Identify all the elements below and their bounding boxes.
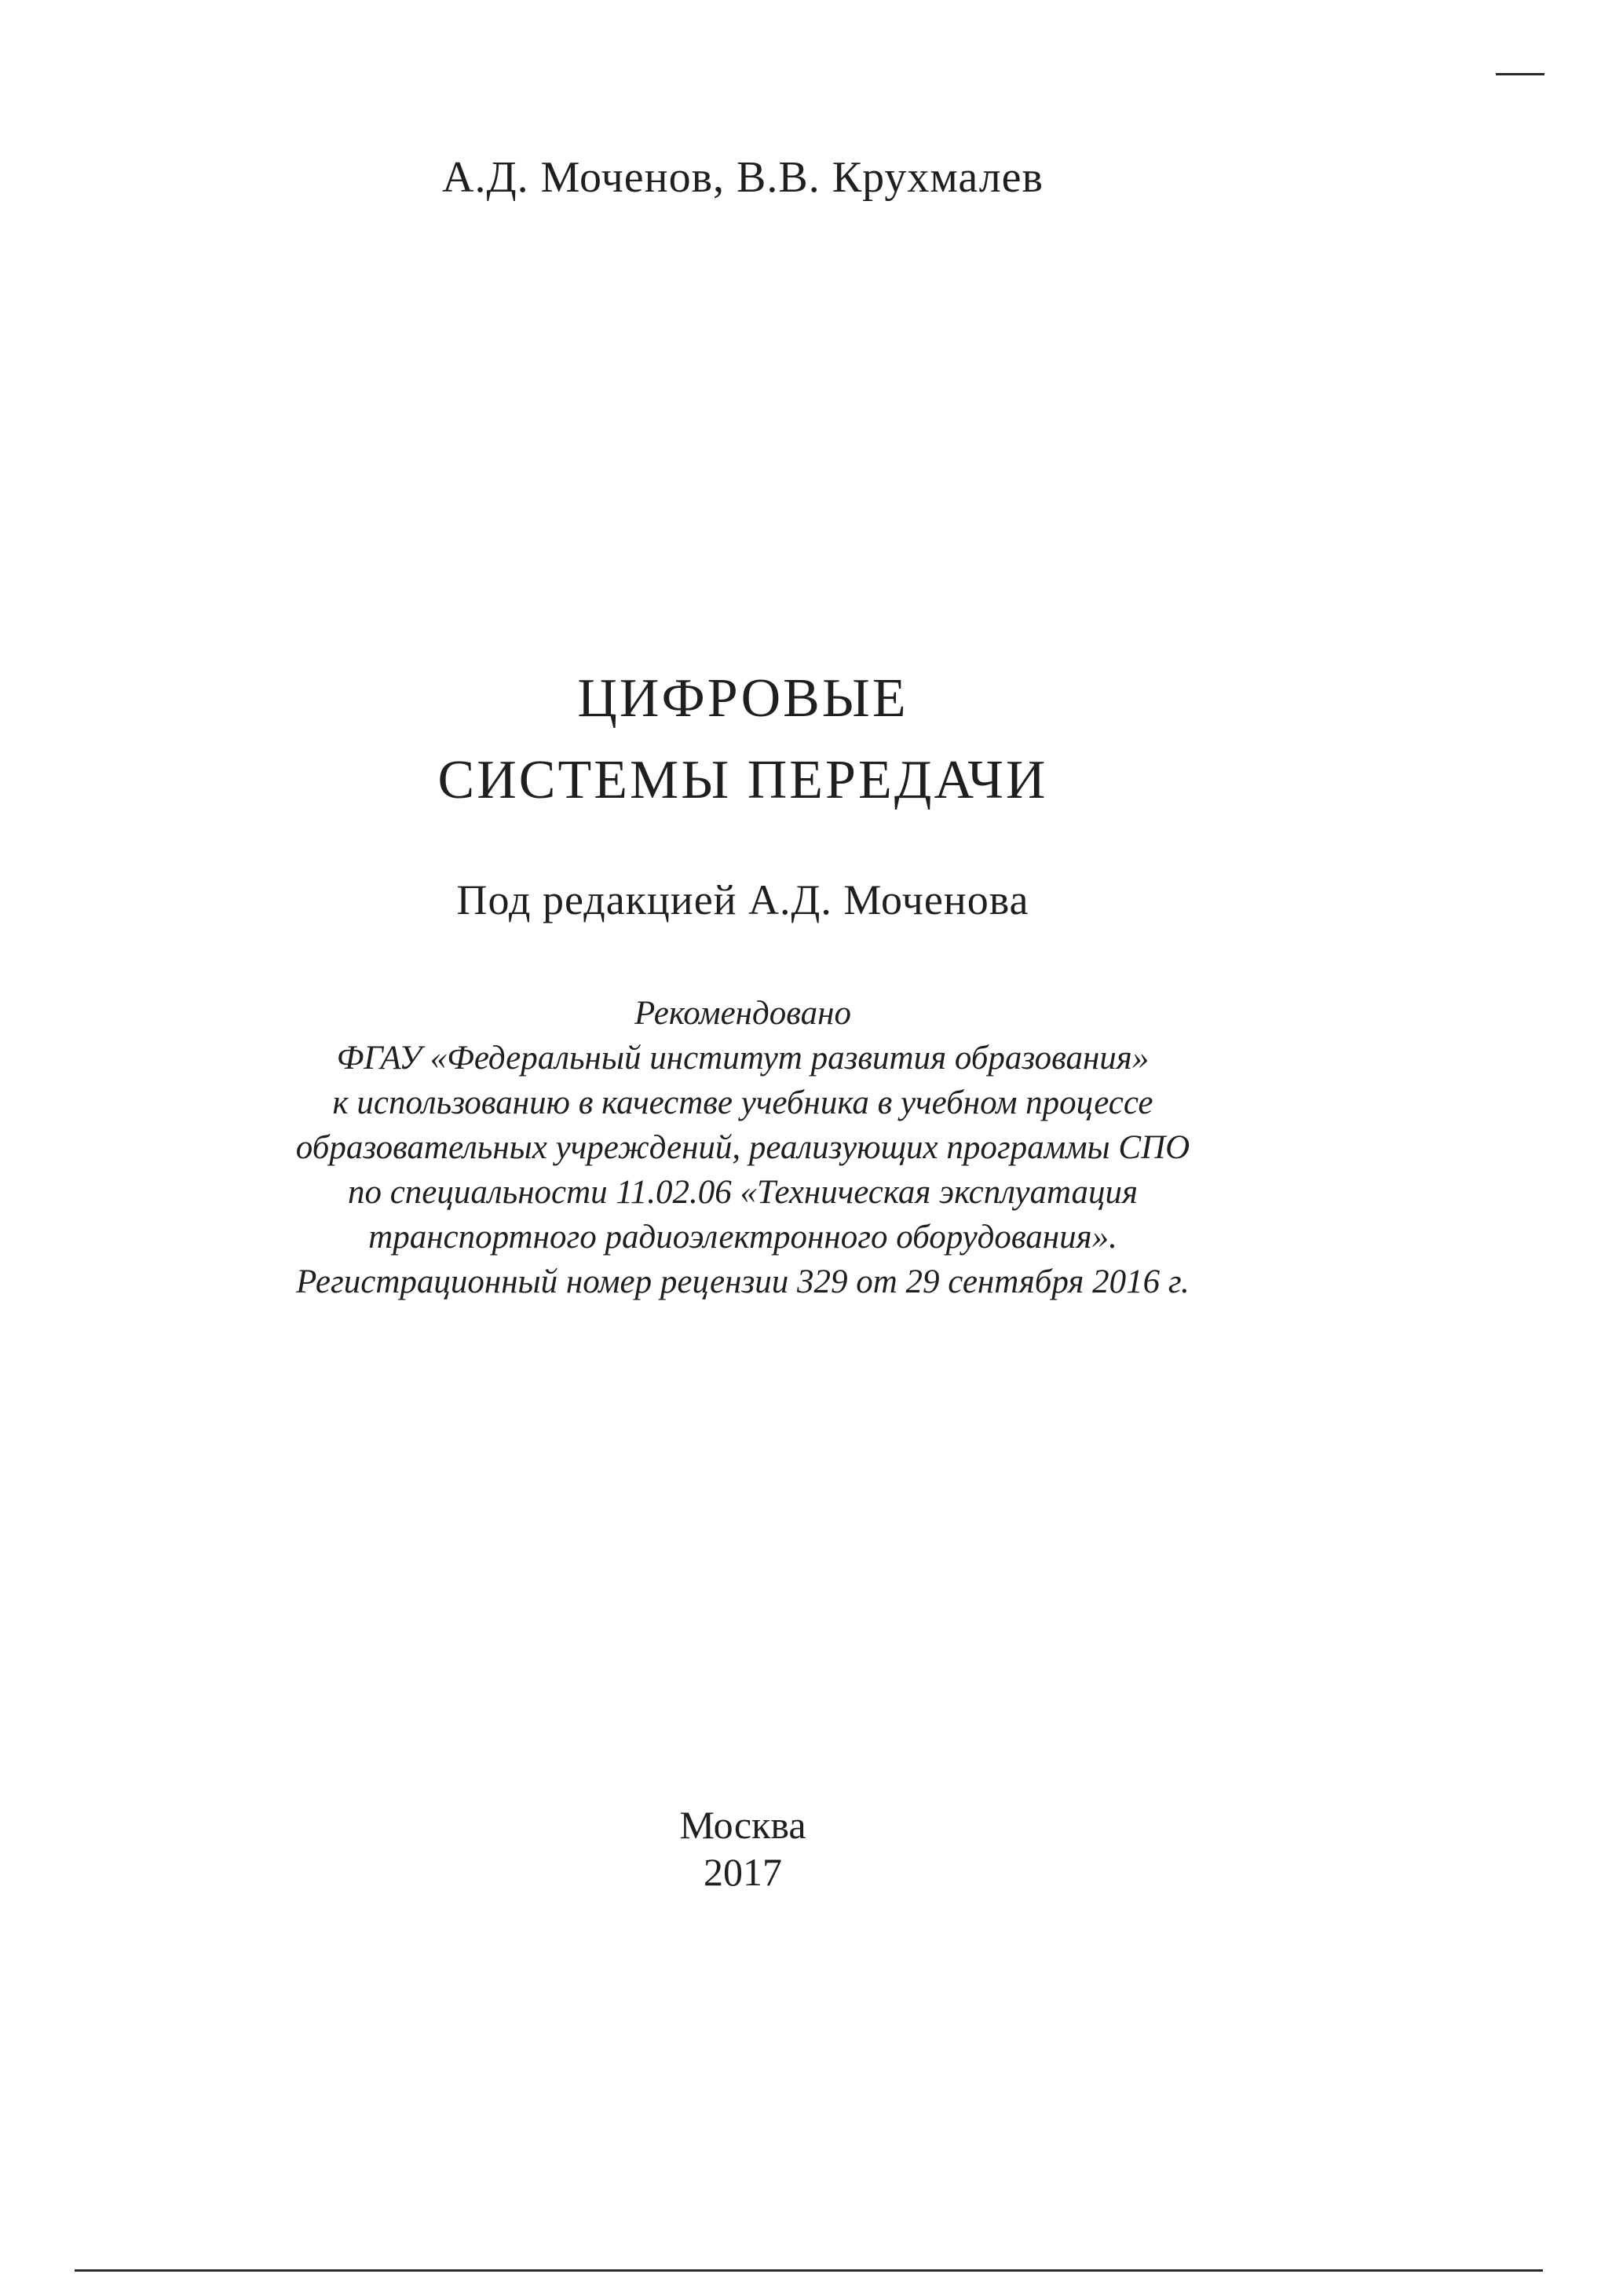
imprint-year: 2017 [704,1850,782,1894]
recommendation-line: к использованию в качестве учебника в учебном процессе [332,1084,1153,1121]
editor-credit: Под редакцией А.Д. Моченова [456,876,1029,923]
book-title-line-1: ЦИФРОВЫЕ [577,668,908,729]
book-title [0,658,1486,821]
recommendation-line: ФГАУ «Федеральный институт развития образования» [336,1040,1150,1077]
authors: А.Д. Моченов, В.В. Крухмалев [442,153,1044,202]
recommendation-line: Рекомендовано [634,995,851,1032]
imprint-city: Москва [679,1803,806,1847]
recommendation-line: образовательных учреждений, реализующих программы СПО [295,1129,1190,1166]
recommendation-block [0,991,1486,1304]
corner-mark [1496,73,1544,75]
recommendation-line: Регистрационный номер рецензии 329 от 29 сентября 2016 г. [296,1263,1190,1300]
recommendation-line: по специальности 11.02.06 «Техническая эксплуатация [347,1174,1139,1211]
imprint [0,1801,1486,1896]
book-title-line-2: СИСТЕМЫ ПЕРЕДАЧИ [437,750,1048,810]
bottom-rule [75,2269,1543,2272]
recommendation-line: транспортного радиоэлектронного оборудования». [368,1219,1117,1256]
